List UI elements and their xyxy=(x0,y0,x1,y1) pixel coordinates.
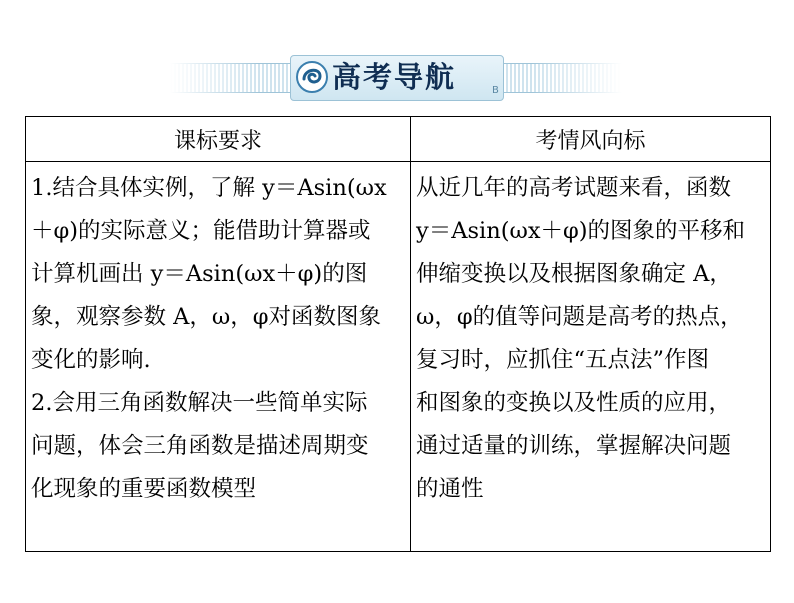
trends-line: ω，φ的值等问题是高考的热点， xyxy=(416,304,743,330)
section-banner xyxy=(170,55,622,101)
trends-line: 从近几年的高考试题来看，函数 xyxy=(416,175,732,201)
trends-line: 的通性 xyxy=(416,476,484,502)
trends-line: 伸缩变换以及根据图象确定 A， xyxy=(416,261,732,287)
trends-line: 通过适量的训练，掌握解决问题 xyxy=(416,433,732,459)
requirements-line: 计算机画出 y＝Asin(ωx＋φ)的图 xyxy=(31,261,368,287)
trends-text xyxy=(411,162,770,511)
table-header-row xyxy=(26,117,771,162)
banner-title: 高考导航 xyxy=(332,60,457,94)
trends-cell xyxy=(411,162,771,552)
requirements-cell xyxy=(26,162,411,552)
requirements-text xyxy=(26,162,410,511)
swirl-logo-icon xyxy=(294,59,330,95)
requirements-line: 1.结合具体实例，了解 y＝Asin(ωx xyxy=(31,175,387,201)
trends-line: y＝Asin(ωx＋φ)的图象的平移和 xyxy=(416,218,746,244)
banner-fade-left xyxy=(170,63,260,93)
trends-line: 和图象的变换以及性质的应用， xyxy=(416,390,732,416)
requirements-line: 2.会用三角函数解决一些简单实际 xyxy=(31,390,368,416)
banner-tail-mark: B xyxy=(492,85,499,96)
header-exam-trends: 考情风向标 xyxy=(411,117,771,162)
header-curriculum-requirements: 课标要求 xyxy=(26,117,411,162)
requirements-line: 问题，体会三角函数是描述周期变 xyxy=(31,433,369,459)
requirements-line: 化现象的重要函数模型 xyxy=(31,476,257,502)
requirements-line: 象，观察参数 A，ω，φ对函数图象 xyxy=(31,304,382,330)
banner-fade-right xyxy=(532,63,622,93)
trends-line: 复习时，应抓住“五点法”作图 xyxy=(416,347,710,373)
table-body-row xyxy=(26,162,771,552)
requirements-line: ＋φ)的实际意义；能借助计算器或 xyxy=(31,218,371,244)
requirements-line: 变化的影响. xyxy=(31,347,151,373)
guide-table xyxy=(25,116,771,552)
